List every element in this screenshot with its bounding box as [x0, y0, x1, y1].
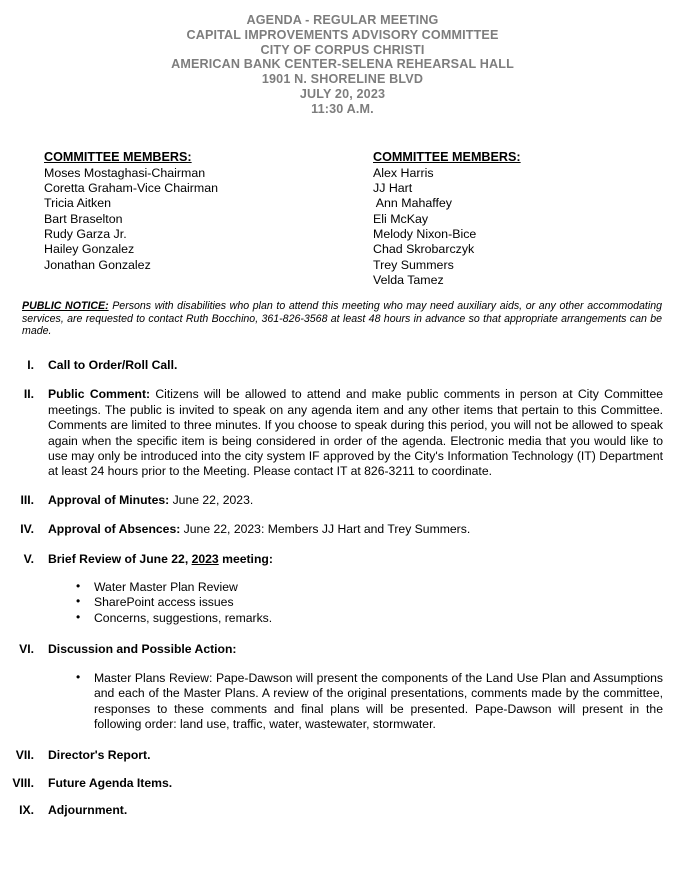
agenda-item-2-lead: Public Comment: [48, 387, 151, 402]
agenda-numeral: IV. [20, 522, 34, 537]
committee-members-heading-right: COMMITTEE MEMBERS: [373, 149, 521, 164]
list-item: Trey Summers [373, 257, 454, 272]
agenda-item-7-text: Director's Report. [48, 748, 151, 763]
header-line-city: CITY OF CORPUS CHRISTI [260, 42, 425, 57]
committee-members-list-right [373, 166, 521, 288]
agenda-item-9 [0, 803, 685, 818]
public-notice-text: Persons with disabilities who plan to attend this meeting who may need auxiliary aids, or any other accommodating services, are requested to contact Ruth Bocchino, 361-826-3568 at least 48 hours in advance so that appropriate arrangements can be made. [22, 300, 662, 338]
document-header [0, 0, 685, 117]
committee-members-heading-left: COMMITTEE MEMBERS: [44, 149, 192, 164]
committee-members-column-left [44, 150, 218, 273]
agenda-item-1-text: Call to Order/Roll Call. [48, 358, 178, 372]
agenda-numeral: II. [23, 387, 34, 402]
agenda-numeral: I. [27, 358, 34, 372]
list-item: Hailey Gonzalez [44, 242, 135, 257]
agenda-item-2 [0, 387, 685, 479]
header-line-address: 1901 N. SHORELINE BLVD [261, 72, 424, 87]
list-item: Moses Mostaghasi-Chairman [44, 165, 206, 180]
list-item: Coretta Graham-Vice Chairman [44, 181, 218, 196]
agenda-item-5-year: 2023 [191, 551, 219, 566]
agenda-item-3 [0, 493, 685, 508]
agenda-item-6-bullets [48, 671, 663, 733]
agenda-item-1 [0, 358, 685, 373]
agenda-numeral: IX. [19, 803, 34, 818]
agenda-item-5-lead-a: Brief Review of June 22, [48, 551, 192, 566]
agenda-numeral: VII. [15, 748, 34, 763]
agenda-item-8-text: Future Agenda Items. [48, 775, 173, 790]
agenda-item-2-text: Citizens will be allowed to attend and make public comments in person at City Committee meetings. The public is invited to speak on any agenda item and any other items that pertain to this Committee. Comments are limited to three minutes. If you choose to speak during this period, you will not be allowed to speak again when the specific item is being considered in order of the agenda. Electronic media that you would like to use may only be introduced into the city system IF approved by the City's Information Technology (IT) Department at least 24 hours prior to the Meeting. Please contact IT at 826-3211 to coordinate. [48, 387, 663, 479]
agenda-numeral: V. [23, 551, 34, 566]
agenda-item-4-lead: Approval of Absences: [48, 522, 181, 537]
list-item: Tricia Aitken [44, 196, 112, 211]
list-item: Alex Harris [373, 165, 434, 180]
agenda-numeral: VIII. [12, 775, 34, 790]
agenda-item-6-lead: Discussion and Possible Action: [48, 642, 237, 657]
header-line-time: 11:30 A.M. [311, 101, 374, 116]
agenda-item-8 [0, 776, 685, 791]
agenda-numeral: VI. [19, 642, 34, 657]
list-item: Melody Nixon-Bice [373, 227, 477, 242]
committee-members-section [0, 149, 685, 287]
agenda-item-3-text: June 22, 2023. [169, 492, 254, 507]
committee-members-list-left [44, 166, 218, 273]
list-item: JJ Hart [373, 181, 413, 196]
committee-members-column-right [373, 150, 521, 289]
agenda-item-6 [0, 642, 685, 732]
list-item: • SharePoint access issues [48, 595, 663, 610]
header-line-committee: CAPITAL IMPROVEMENTS ADVISORY COMMITTEE [186, 27, 499, 42]
header-line-title: AGENDA - REGULAR MEETING [246, 13, 439, 27]
agenda-item-7 [0, 748, 685, 763]
agenda-item-9-text: Adjournment. [48, 803, 128, 818]
agenda-item-5-bullets [48, 580, 663, 626]
agenda-numeral: III. [20, 492, 34, 507]
list-item: Chad Skrobarczyk [373, 242, 475, 257]
list-item: • Concerns, suggestions, remarks. [48, 611, 663, 626]
list-item: Jonathan Gonzalez [44, 257, 151, 272]
agenda-item-3-lead: Approval of Minutes: [48, 492, 170, 507]
agenda-item-5 [0, 552, 685, 627]
header-line-venue: AMERICAN BANK CENTER-SELENA REHEARSAL HALL [171, 57, 514, 72]
agenda-item-5-lead-b: meeting: [218, 551, 273, 566]
agenda-item-4-text: June 22, 2023: Members JJ Hart and Trey Summers. [180, 522, 471, 537]
list-item: • Water Master Plan Review [48, 580, 663, 595]
list-item: Eli McKay [373, 211, 429, 226]
list-item: Velda Tamez [373, 272, 444, 287]
list-item: Bart Braselton [44, 211, 123, 226]
list-item: Ann Mahaffey [373, 196, 452, 211]
public-notice-paragraph [22, 300, 662, 338]
agenda-item-4 [0, 522, 685, 537]
list-item: Rudy Garza Jr. [44, 227, 127, 242]
public-notice-label: PUBLIC NOTICE: [22, 300, 109, 312]
header-line-date: JULY 20, 2023 [299, 86, 386, 101]
agenda-items-list [0, 358, 685, 819]
list-item: • Master Plans Review: Pape-Dawson will present the components of the Land Use Plan and Assumptions and each of the Master Plans. A review of the original presentations, comments made by the committee, responses to these comments and final plans will be presented. Pape-Dawson will present in the following order: land use, traffic, water, wastewater, stormwater. [48, 671, 663, 733]
